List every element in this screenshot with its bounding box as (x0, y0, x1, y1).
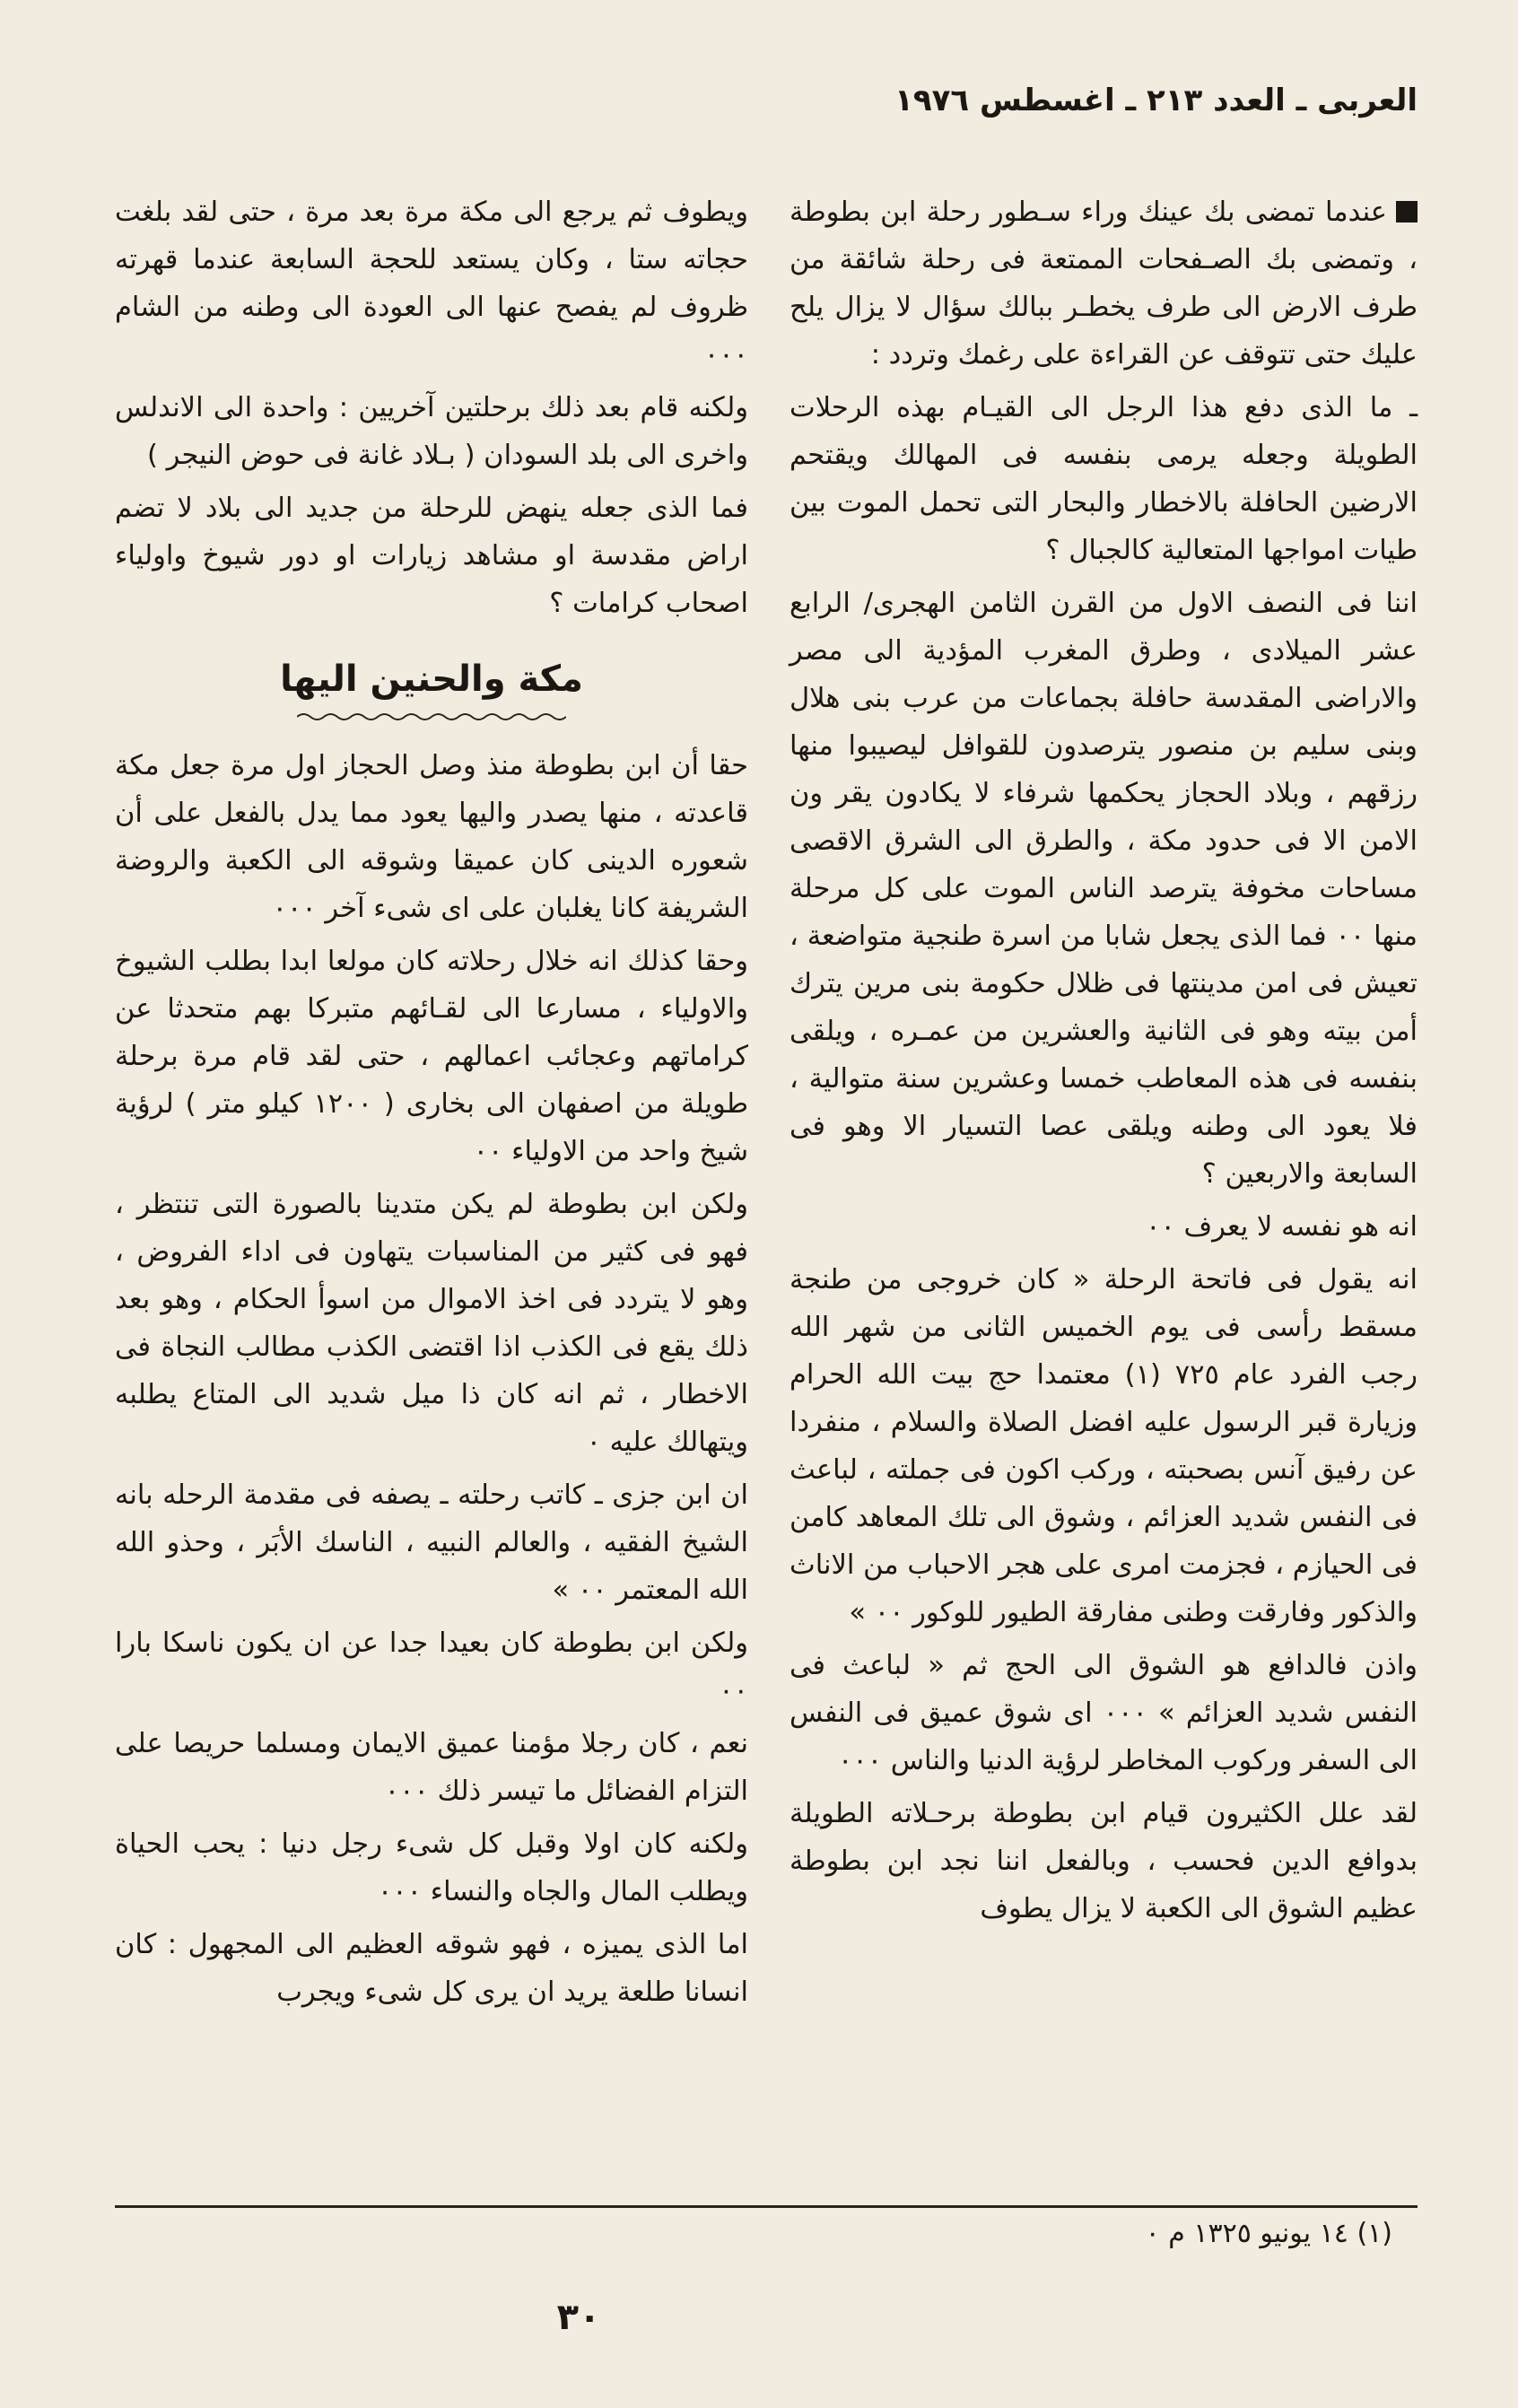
paragraph: نعم ، كان رجلا مؤمنا عميق الايمان ومسلما حريصا على التزام الفضائل ما تيسر ذلك ٠٠٠ (115, 1728, 748, 1807)
paragraph: ان ابن جزى ـ كاتب رحلته ـ يصفه فى مقدمة الرحله بانه الشيخ الفقيه ، والعالم النبيه ، الناسك الأبَر ، وحذو الله الله المعتمر ٠٠ » (115, 1479, 748, 1606)
paragraph: ولكنه قام بعد ذلك برحلتين آخريين : واحدة الى الاندلس واخرى الى بلد السودان ( بـلاد غانة فى حوض النيجر ) (115, 392, 748, 471)
paragraph: ولكنه كان اولا وقبل كل شىء رجل دنيا : يحب الحياة ويطلب المال والجاه والنساء ٠٠٠ (115, 1828, 748, 1907)
paragraph: لقد علل الكثيرون قيام ابن بطوطة برحـلاته الطويلة بدوافع الدين فحسب ، وبالفعل اننا نجد ابن بطوطة عظيم الشوق الى الكعبة لا يزال يطوف (790, 1798, 1418, 1924)
paragraph: ـ ما الذى دفع هذا الرجل الى القيـام بهذه الرحلات الطويلة وجعله يرمى بنفسه فى المهالك ويقتحم الارضين الحافلة بالاخطار والبحار التى تحمل الموت بين طيات امواجها المتعالية كالجبال ؟ (790, 392, 1418, 566)
paragraph: انه يقول فى فاتحة الرحلة « كان خروجى من طنجة مسقط رأسى فى يوم الخميس الثانى من شهر الله رجب الفرد عام ٧٢٥ (١) معتمدا حج بيت الله الحرام وزيارة قبر الرسول عليه افضل الصلاة والسلام ، منفردا عن رفيق آنس بصحبته ، وركب اكون فى جملته ، لباعث فى النفس شديد العزائم ، وشوق الى تلك المعاهد كامن فى الحيازم ، فجزمت امرى على هجر الاحباب من الاناث والذكور وفارقت وطنى مفارقة الطيور للوكور ٠٠ » (790, 1264, 1418, 1628)
paragraph: ولكن ابن بطوطة لم يكن متدينا بالصورة التى تنتظر ، فهو فى كثير من المناسبات يتهاون فى اداء الفروض ، وهو لا يتردد فى اخذ الاموال من اسوأ الحكام ، وهو بعد ذلك يقع فى الكذب اذا اقتضى الكذب مطالب النجاة فى الاخطار ، ثم انه كان ذا ميل شديد الى المتاع يطلبه ويتهالك عليه ٠ (115, 1189, 748, 1458)
paragraph: انه هو نفسه لا يعرف ٠٠ (1146, 1211, 1418, 1243)
paragraph: ولكن ابن بطوطة كان بعيدا جدا عن ان يكون ناسكا بارا ٠٠ (115, 1627, 748, 1706)
paragraph (790, 188, 1418, 379)
wavy-underline-ornament-icon (297, 711, 566, 722)
paragraph-text: عندما تمضى بك عينك وراء سـطور رحلة ابن بطوطة ، وتمضى بك الصـفحات الممتعة فى رحلة شائقة من طرف الارض الى طرف يخطـر ببالك سؤال لا يزال يلح عليك حتى تتوقف عن القراءة على رغمك وتردد : (790, 196, 1418, 371)
left-column (115, 188, 748, 2021)
paragraph: اما الذى يميزه ، فهو شوقه العظيم الى المجهول : كان انسانا طلعة يريد ان يرى كل شىء ويجرب (115, 1929, 748, 2008)
running-head: العربى ـ العدد ٢١٣ ـ اغسطس ١٩٧٦ (894, 83, 1418, 118)
section-heading: مكة والحنين اليها (280, 659, 583, 700)
paragraph: فما الذى جعله ينهض للرحلة من جديد الى بلاد لا تضم اراض مقدسة او مشاهد زيارات او دور شيوخ واولياء اصحاب كرامات ؟ (115, 493, 748, 619)
paragraph: واذن فالدافع هو الشوق الى الحج ثم « لباعث فى النفس شديد العزائم » ٠٠٠ اى شوق عميق فى النفس الى السفر وركوب المخاطر لرؤية الدنيا والناس ٠٠٠ (790, 1650, 1418, 1776)
footnote-divider (115, 2205, 1418, 2208)
square-bullet-icon (1396, 201, 1418, 222)
paragraph: اننا فى النصف الاول من القرن الثامن الهجرى/ الرابع عشر الميلادى ، وطرق المغرب المؤدية الى مصر والاراضى المقدسة حافلة بجماعات من عرب بنى هلال وبنى سليم بن منصور يترصدون للقوافل ليصيبوا منها رزقهم ، وبلاد الحجاز يحكمها شرفاء لا يكادون يقر ون الامن الا فى حدود مكة ، والطرق الى الشرق الاقصى مساحات مخوفة يترصد الناس الموت على كل مرحلة منها ٠٠ فما الذى يجعل شابا من اسرة طنجية متواضعة ، تعيش فى امن مدينتها فى ظلال حكومة بنى مرين يترك أمن بيته وهو فى الثانية والعشرين من عمـره ، ويلقى بنفسه فى هذه المعاطب خمسا وعشرين سنة متوالية ، فلا يعود الى وطنه ويلقى عصا التسيار الا وهو فى السابعة والاربعين ؟ (790, 588, 1418, 1190)
paragraph: ويطوف ثم يرجع الى مكة مرة بعد مرة ، حتى لقد بلغت حجاته ستا ، وكان يستعد للحجة السابعة عندما قهرته ظروف لم يفصح عنها الى العودة الى وطنه من الشام ٠٠٠ (115, 196, 748, 371)
paragraph: حقا أن ابن بطوطة منذ وصل الحجاز اول مرة جعل مكة قاعدته ، منها يصدر واليها يعود مما يدل بالفعل على أن شعوره الدينى كان عميقا وشوقه الى الكعبة والروضة الشريفة كانا يغلبان على اى شىء آخر ٠٠٠ (115, 750, 748, 924)
paragraph: وحقا كذلك انه خلال رحلاته كان مولعا ابدا بطلب الشيوخ والاولياء ، مسارعا الى لقـائهم متبركا بهم متحدثا عن كراماتهم وعجائب اعمالهم ، حتى لقد قام مرة برحلة طويلة من اصفهان الى بخارى ( ١٢٠٠ كيلو متر ) لرؤية شيخ واحد من الاولياء ٠٠ (115, 946, 748, 1167)
page-number: ٣٠ (556, 2297, 601, 2338)
footnote: (١) ١٤ يونيو ١٣٢٥ م ٠ (1145, 2218, 1392, 2249)
right-column (790, 188, 1418, 1938)
